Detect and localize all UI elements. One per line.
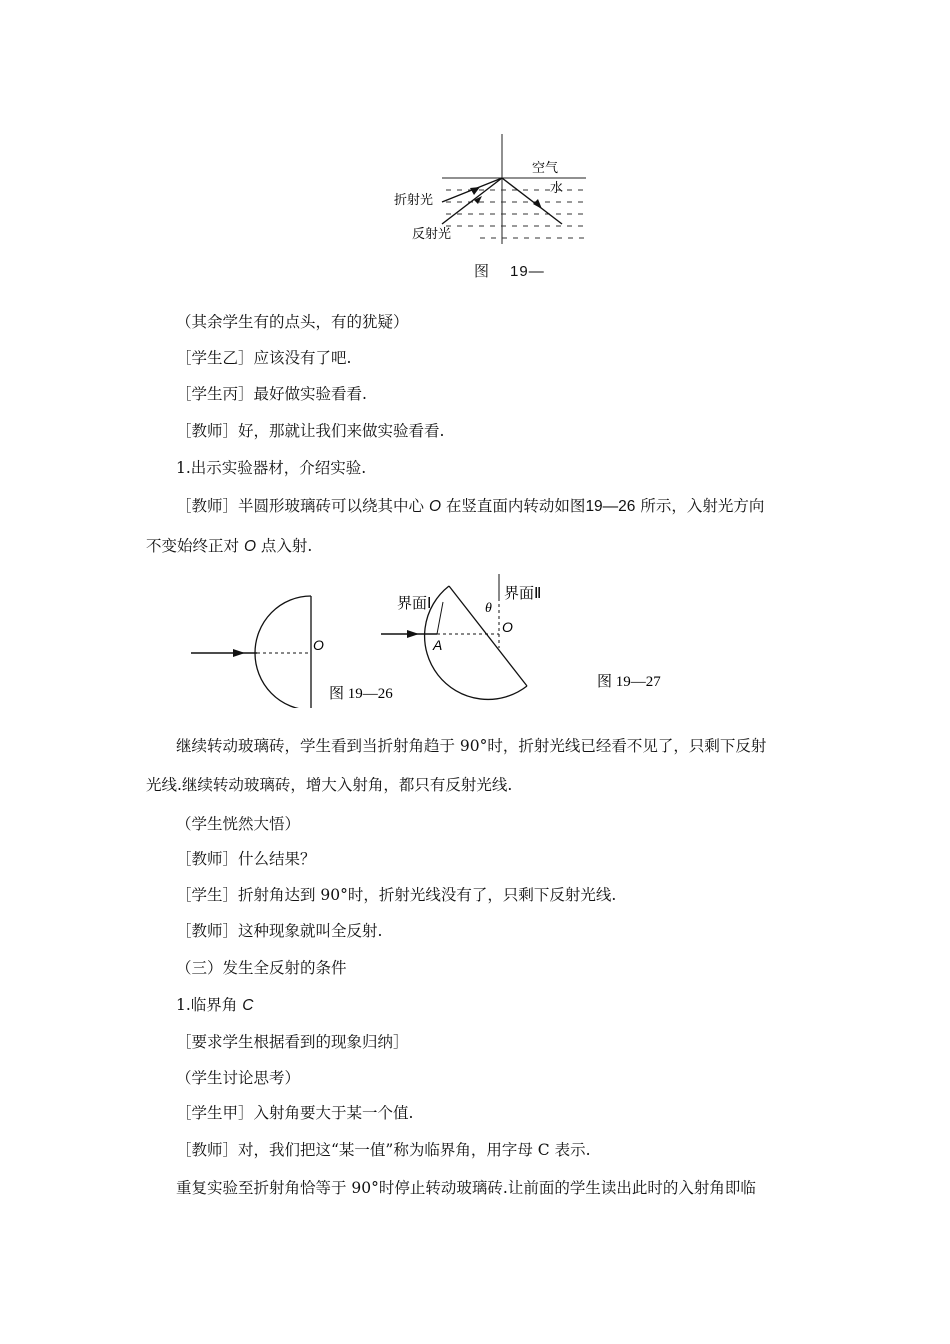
paragraph-9: 光线.继续转动玻璃砖，增大入射角，都只有反射光线. — [146, 776, 513, 794]
figure-19-diagram — [390, 132, 590, 248]
label-theta: θ — [485, 601, 492, 616]
paragraph-11: ［教师］什么结果？ — [176, 850, 316, 868]
paragraph-6 — [176, 496, 764, 517]
p15-text: 1.临界角 — [176, 996, 243, 1014]
paragraph-10: （学生恍然大悟） — [176, 815, 301, 833]
p15-letter-c: C — [242, 997, 254, 1014]
paragraph-2: ［学生乙］应该没有了吧. — [176, 349, 352, 367]
paragraph-8: 继续转动玻璃砖，学生看到当折射角趋于 90°时，折射光线已经看不见了，只剩下反射 — [176, 737, 767, 755]
semicircle-glass-left — [255, 596, 311, 708]
paragraph-19: ［教师］对，我们把这“某一值”称为临界角，用字母 C 表示. — [176, 1141, 591, 1159]
p6-text-c: 所示，入射光方向 — [635, 497, 765, 515]
p7-text-b: 点入射. — [256, 537, 313, 555]
p6-text-b: 在竖直面内转动如图 — [441, 497, 586, 515]
label-interface1: 界面Ⅰ — [397, 595, 432, 612]
label-o-left: O — [313, 637, 324, 653]
paragraph-1: （其余学生有的点头，有的犹疑） — [176, 313, 409, 331]
water-hatching — [446, 190, 586, 238]
label-refracted: 折射光 — [394, 192, 434, 207]
reflected-ray — [442, 178, 502, 224]
caption-19-26: 图 19—26 — [329, 686, 393, 702]
caption-19-27: 图 19—27 — [597, 674, 661, 690]
label-interface2: 界面Ⅱ — [504, 585, 542, 602]
label-reflected: 反射光 — [412, 226, 452, 241]
paragraph-15 — [176, 995, 253, 1016]
paragraph-17: （学生讨论思考） — [176, 1069, 301, 1087]
figure-19-caption — [474, 260, 545, 281]
paragraph-20: 重复实验至折射角恰等于 90°时停止转动玻璃砖.让前面的学生读出此时的入射角即临 — [176, 1179, 756, 1197]
refracted-arrow-icon — [470, 187, 480, 195]
paragraph-12: ［学生］折射角达到 90°时，折射光线没有了，只剩下反射光线. — [176, 886, 617, 904]
paragraph-7 — [146, 536, 312, 557]
p7-point-o: O — [243, 538, 256, 555]
paragraph-5: 1.出示实验器材，介绍实验. — [176, 459, 367, 477]
beam-arrow-left-icon — [233, 649, 245, 657]
p6-text-a: ［教师］半圆形玻璃砖可以绕其中心 — [176, 497, 429, 515]
p6-figure-number: 19—26 — [585, 498, 636, 515]
label-o-right: O — [502, 619, 513, 635]
p6-point-o: O — [428, 498, 441, 515]
beam-arrow-right-icon — [407, 630, 419, 638]
label-water: 水 — [550, 180, 564, 195]
paragraph-4: ［教师］好，那就让我们来做实验看看. — [176, 422, 445, 440]
label-air: 空气 — [532, 160, 559, 175]
interface1-line — [437, 602, 443, 634]
paragraph-13: ［教师］这种现象就叫全反射. — [176, 922, 383, 940]
paragraph-14: （三）发生全反射的条件 — [176, 959, 347, 977]
paragraph-18: ［学生甲］入射角要大于某一个值. — [176, 1104, 414, 1122]
paragraph-16: ［要求学生根据看到的现象归纳］ — [176, 1033, 409, 1051]
caption-number: 19— — [510, 263, 545, 280]
p7-text-a: 不变始终正对 — [146, 537, 244, 555]
paragraph-3: ［学生丙］最好做实验看看. — [176, 385, 367, 403]
label-a: A — [433, 637, 443, 653]
figure-19-26-27-diagram — [175, 572, 715, 708]
incident-arrow-icon — [533, 199, 542, 209]
caption-prefix: 图 — [474, 263, 491, 280]
